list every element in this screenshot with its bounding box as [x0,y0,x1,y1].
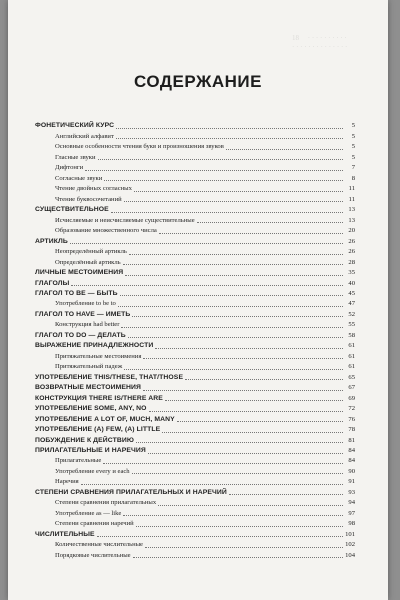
toc-entry-title: Употребление to be to [55,300,116,308]
dot-leader [111,212,343,213]
toc-entry [35,507,355,517]
toc-entry [35,319,355,329]
dot-leader [143,390,343,391]
toc-entry-title: УПОТРЕБЛЕНИЕ A LOT OF, MUCH, MANY [35,415,175,423]
dot-leader [97,536,343,537]
dot-leader [132,316,343,317]
toc-entry [35,371,355,381]
toc-entry [35,445,355,455]
dot-leader [226,149,343,150]
toc-entry [35,214,355,224]
toc-entry-page-number: 13 [348,206,355,214]
toc-entry-title: Количественные числительные [55,541,143,549]
toc-entry [35,225,355,235]
toc-entry [35,528,355,538]
dot-leader [134,191,343,192]
toc-entry [35,298,355,308]
dot-leader [116,138,343,139]
toc-entry [35,518,355,528]
toc-entry-page-number: 45 [348,289,355,297]
toc-entry-title: ЧИСЛИТЕЛЬНЫЕ [35,530,95,538]
toc-entry [35,465,355,475]
toc-entry [35,151,355,161]
toc-entry-page-number: 97 [348,509,355,517]
table-of-contents [35,120,355,560]
toc-entry-title: Основные особенности чтения букв и произношения звуков [55,143,224,151]
toc-entry-title: Употребление as — like [55,509,122,517]
toc-entry-page-number: 55 [348,321,355,329]
toc-entry-title: ГЛАГОЛ TO HAVE — ИМЕТЬ [35,310,131,318]
dot-leader [129,254,343,255]
toc-entry-title: ГЛАГОЛ TO BE — БЫТЬ [35,289,118,297]
toc-entry-title: Степени сравнения прилагательных [55,499,157,507]
toc-entry-title: Конструкция had better [55,321,120,329]
toc-entry-title: Английский алфавит [55,132,114,140]
toc-entry-title: ВЫРАЖЕНИЕ ПРИНАДЛЕЖНОСТИ [35,342,154,350]
toc-entry-title: ЛИЧНЫЕ МЕСТОИМЕНИЯ [35,269,124,277]
toc-entry [35,141,355,151]
toc-entry-page-number: 11 [348,185,355,193]
dot-leader [177,421,343,422]
toc-entry [35,329,355,339]
toc-entry-page-number: 20 [348,227,355,235]
dot-leader [85,170,343,171]
toc-entry-page-number: 47 [348,300,355,308]
toc-entry-page-number: 40 [348,279,355,287]
toc-entry [35,361,355,371]
toc-entry-title: ФОНЕТИЧЕСКИЙ КУРС [35,122,115,130]
dot-leader [125,275,343,276]
dot-leader [162,432,343,433]
toc-entry-title: ГЛАГОЛЫ [35,279,70,287]
toc-entry-title: КОНСТРУКЦИЯ THERE IS/THERE ARE [35,394,163,402]
toc-entry [35,267,355,277]
toc-entry-title: Притяжательный падеж [55,363,123,371]
dot-leader [158,505,343,506]
toc-entry [35,424,355,434]
toc-entry-title: УПОТРЕБЛЕНИЕ (A) FEW, (A) LITTLE [35,426,161,434]
toc-entry-page-number: 93 [348,488,355,496]
dot-leader [103,463,343,464]
toc-entry [35,277,355,287]
dot-leader [148,453,343,454]
toc-entry-title: Определённый артикль [55,258,121,266]
toc-entry [35,497,355,507]
toc-entry [35,455,355,465]
dot-leader [124,201,343,202]
dot-leader [98,159,343,160]
dot-leader [120,295,343,296]
dot-leader [128,337,343,338]
toc-entry-title: Употребление every и each [55,467,130,475]
toc-entry-page-number: 8 [351,174,355,182]
dot-leader [136,442,343,443]
toc-entry-title: ПОБУЖДЕНИЕ К ДЕЙСТВИЮ [35,436,134,444]
toc-entry-title: Чтение двойных согласных [55,185,132,193]
toc-entry-page-number: 101 [345,530,355,538]
dot-leader [229,494,343,495]
toc-entry [35,434,355,444]
toc-entry-page-number: 11 [348,195,355,203]
dot-leader [185,379,343,380]
toc-entry-page-number: 84 [348,457,355,465]
toc-entry-page-number: 35 [348,269,355,277]
toc-entry-title: АРТИКЛЬ [35,237,68,245]
dot-leader [165,400,343,401]
toc-entry-page-number: 52 [348,310,355,318]
dot-leader [116,128,343,129]
toc-entry-page-number: 81 [348,436,355,444]
show-through-text: 18 · · · · · · · · · · · · · · · · · · · · · · · · [292,34,348,51]
toc-entry-title: Гласные звуки [55,153,96,161]
toc-entry-page-number: 84 [348,447,355,454]
toc-entry-page-number: 104 [345,551,355,559]
toc-entry-page-number: 69 [348,394,355,402]
toc-entry-title: Порядковые числительные [55,551,131,559]
toc-entry [35,403,355,413]
toc-entry-title: ВОЗВРАТНЫЕ МЕСТОИМЕНИЯ [35,384,141,392]
toc-entry-title: Притяжательные местоимения [55,352,142,360]
toc-entry-page-number: 61 [348,352,355,360]
toc-entry [35,539,355,549]
dot-leader [133,557,343,558]
toc-entry-page-number: 5 [351,132,355,140]
dot-leader [118,306,343,307]
toc-entry [35,246,355,256]
toc-entry-title: ПРИЛАГАТЕЛЬНЫЕ И НАРЕЧИЯ [35,447,146,454]
toc-entry [35,340,355,350]
toc-entry-page-number: 13 [348,216,355,224]
toc-entry-title: УПОТРЕБЛЕНИЕ THIS/THESE, THAT/THOSE [35,373,184,381]
toc-entry [35,486,355,496]
toc-entry-page-number: 61 [348,342,355,350]
toc-entry-title: Исчисляемые и неисчисляемые существительные [55,216,195,224]
dot-leader [159,233,343,234]
toc-entry [35,172,355,182]
toc-entry-title: Дифтонги [55,164,84,172]
toc-entry-title: Чтение буквосочетаний [55,195,122,203]
toc-entry [35,308,355,318]
toc-entry-page-number: 26 [348,237,355,245]
toc-entry-title: Неопределённый артикль [55,248,127,256]
book-page [8,0,388,600]
dot-leader [155,348,343,349]
toc-entry-title: Прилагательные [55,457,102,465]
toc-entry-page-number: 67 [348,384,355,392]
toc-entry [35,162,355,172]
toc-entry-page-number: 28 [348,258,355,266]
toc-entry [35,204,355,214]
toc-entry [35,183,355,193]
dot-leader [121,327,343,328]
dot-leader [149,411,343,412]
dot-leader [81,484,343,485]
toc-entry [35,350,355,360]
toc-entry-page-number: 94 [348,499,355,507]
toc-entry-page-number: 98 [348,520,355,528]
toc-entry-page-number: 91 [348,478,355,486]
dot-leader [123,515,343,516]
dot-leader [123,264,343,265]
dot-leader [197,222,343,223]
toc-entry-title: ГЛАГОЛ TO DO — ДЕЛАТЬ [35,331,126,339]
toc-entry-page-number: 72 [348,405,355,413]
toc-entry-title: Согласные звуки [55,174,103,182]
dot-leader [143,358,343,359]
toc-entry-title: УПОТРЕБЛЕНИЕ SOME, ANY, NO [35,405,147,413]
toc-entry-page-number: 26 [348,248,355,256]
toc-entry [35,476,355,486]
toc-entry-title: Образование множественного числа [55,227,157,235]
toc-entry-page-number: 76 [348,415,355,423]
dot-leader [145,547,343,548]
toc-entry-page-number: 90 [348,467,355,475]
toc-entry-page-number: 61 [348,363,355,371]
toc-entry-page-number: 65 [348,373,355,381]
toc-entry-page-number: 5 [351,153,355,161]
toc-entry [35,256,355,266]
dot-leader [136,526,343,527]
toc-entry-page-number: 7 [351,164,355,172]
page-title: СОДЕРЖАНИЕ [134,72,262,91]
toc-entry-title: Степени сравнения наречий [55,520,134,528]
dot-leader [104,180,343,181]
toc-entry-page-number: 102 [345,541,355,549]
toc-entry [35,382,355,392]
toc-entry-title: СУЩЕСТВИТЕЛЬНОЕ [35,206,109,214]
toc-entry-page-number: 58 [348,331,355,339]
toc-entry-title: Наречия [55,478,79,486]
toc-entry-page-number: 5 [351,122,355,130]
toc-entry [35,130,355,140]
toc-entry [35,392,355,402]
toc-entry [35,549,355,559]
toc-entry-page-number: 78 [348,426,355,434]
toc-entry-page-number: 5 [351,143,355,151]
dot-leader [71,285,343,286]
dot-leader [70,243,343,244]
toc-entry-title: СТЕПЕНИ СРАВНЕНИЯ ПРИЛАГАТЕЛЬНЫХ И НАРЕЧИЙ [35,488,227,496]
toc-entry [35,193,355,203]
toc-entry [35,120,355,130]
toc-entry [35,413,355,423]
dot-leader [132,473,343,474]
toc-entry [35,235,355,245]
toc-entry [35,288,355,298]
dot-leader [124,369,343,370]
